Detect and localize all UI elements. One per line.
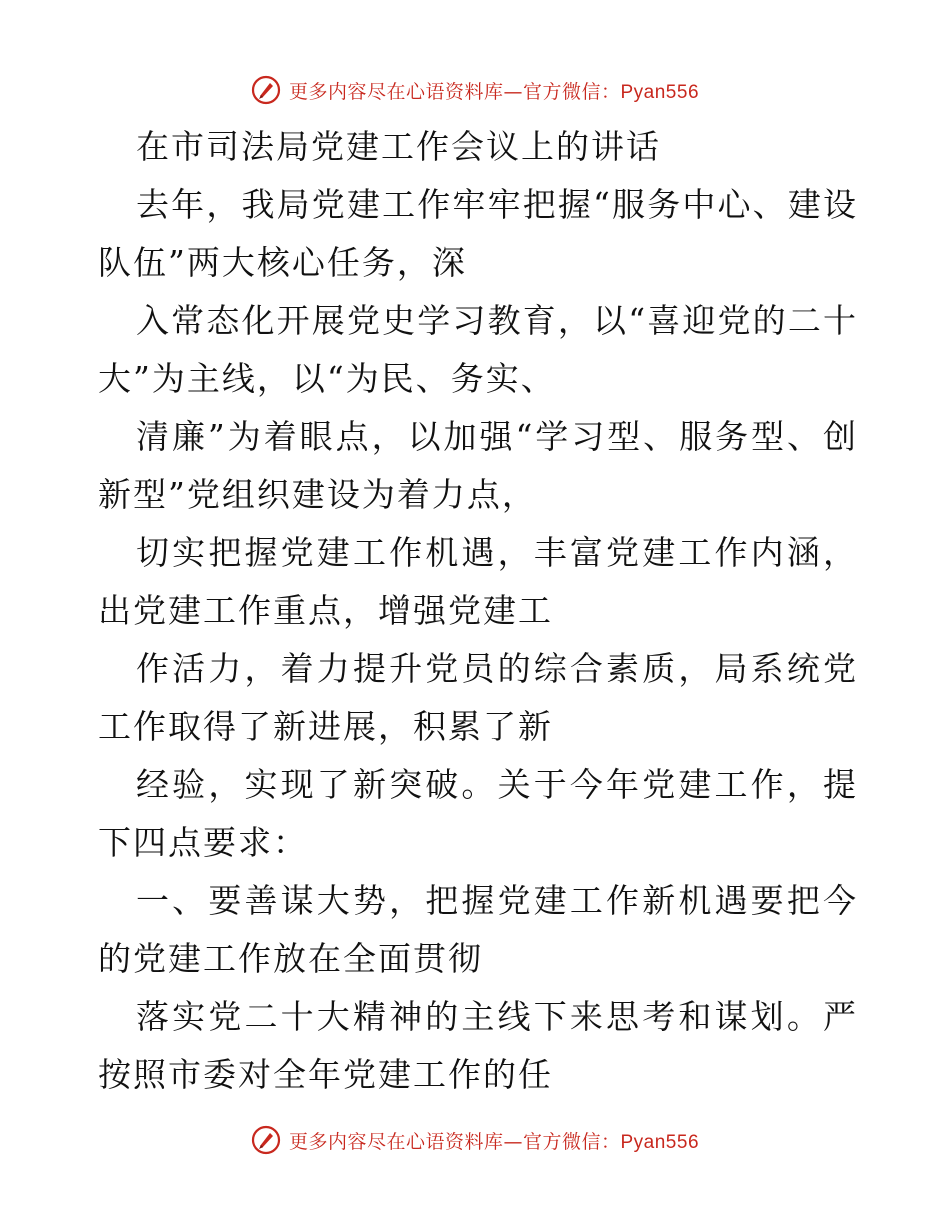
watermark-separator: — <box>503 80 523 103</box>
watermark-separator: — <box>503 1130 523 1153</box>
document-title: 在市司法局党建工作会议上的讲话 <box>136 127 661 166</box>
body-line: 去年，我局党建工作牢牢把握“服务中心、建设 <box>136 185 858 224</box>
pen-nib-logo-icon <box>251 1125 281 1155</box>
watermark-text <box>289 77 699 104</box>
body-line: 工作取得了新进展，积累了新 <box>98 707 553 746</box>
body-line: 按照市委对全年党建工作的任 <box>98 1055 553 1094</box>
body-line: 队伍”两大核心任务，深 <box>98 243 467 282</box>
watermark-handle: Pyan556 <box>620 81 700 103</box>
watermark-site-text: 更多内容尽在心语资料库 <box>288 80 504 103</box>
header-watermark <box>0 70 950 110</box>
body-line: 经验，实现了新突破。关于今年党建工作，提 <box>136 765 858 804</box>
body-line: 切实把握党建工作机遇，丰富党建工作内涵， <box>136 533 858 572</box>
body-line: 清廉”为着眼点，以加强“学习型、服务型、创 <box>136 417 858 456</box>
watermark-handle: Pyan556 <box>620 1131 700 1153</box>
body-line: 新型”党组织建设为着力点， <box>98 475 537 514</box>
watermark-contact-label: 官方微信： <box>522 80 621 103</box>
body-line: 出党建工作重点，增强党建工 <box>98 591 553 630</box>
watermark-text <box>289 1127 699 1154</box>
pen-nib-logo-icon <box>251 75 281 105</box>
body-line: 的党建工作放在全面贯彻 <box>98 939 483 978</box>
body-line: 下四点要求： <box>98 823 308 862</box>
body-line: 入常态化开展党史学习教育，以“喜迎党的二十 <box>136 301 858 340</box>
body-line: 作活力，着力提升党员的综合素质，局系统党 <box>136 649 858 688</box>
watermark-contact-label: 官方微信： <box>522 1130 621 1153</box>
watermark-site-text: 更多内容尽在心语资料库 <box>288 1130 504 1153</box>
body-line: 落实党二十大精神的主线下来思考和谋划。严 <box>136 997 858 1036</box>
document-body <box>98 118 858 1104</box>
footer-watermark <box>0 1120 950 1160</box>
body-line: 大”为主线，以“为民、务实、 <box>98 359 556 398</box>
body-line: 一、要善谋大势，把握党建工作新机遇要把今 <box>136 881 858 920</box>
